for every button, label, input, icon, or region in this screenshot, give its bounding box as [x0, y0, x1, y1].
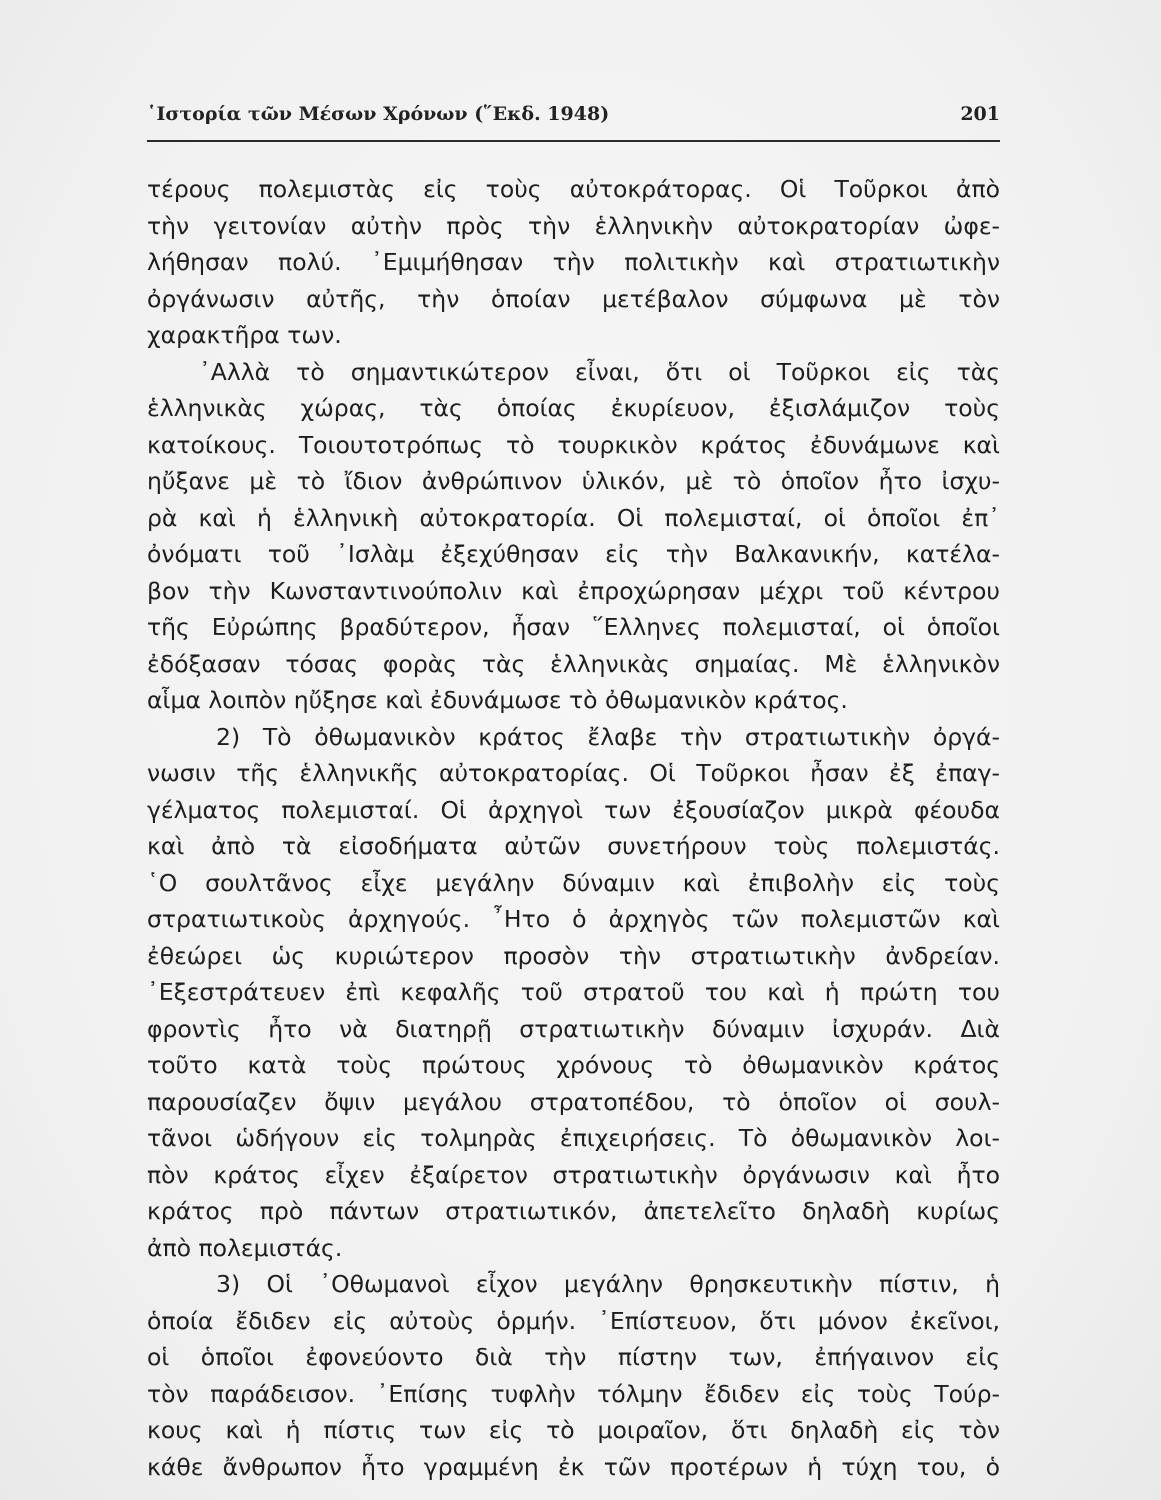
text-line: βον τὴν Κωνσταντινούπολιν καὶ ἐπροχώρησαν μέχρι τοῦ κέντρου [147, 576, 1000, 605]
text-line: τὴν γειτονίαν αὐτὴν πρὸς τὴν ἑλληνικὴν αὐτοκρατορίαν ὠφε- [147, 211, 1000, 240]
text-line: ῾Ο σουλτᾶνος εἶχε μεγάλην δύναμιν καὶ ἐπιβολὴν εἰς τοὺς [147, 868, 1000, 897]
text-line: τῆς Εὐρώπης βραδύτερον, ἦσαν ῞Ελληνες πολεμισταί, οἱ ὁποῖοι [147, 613, 1000, 641]
paragraph-start-line: 2) Τὸ ὀθωμανικὸν κράτος ἔλαβε τὴν στρατιωτικὴν ὀργά- [216, 722, 1000, 751]
text-line: ἐδόξασαν τόσας φορὰς τὰς ἑλληνικὰς σημαίας. Μὲ ἑλληνικὸν [147, 649, 1000, 678]
text-line: παρουσίαζεν ὄψιν μεγάλου στρατοπέδου, τὸ ὁποῖον οἱ σουλ- [147, 1087, 1000, 1116]
text-line: ἐθεώρει ὡς κυριώτερον προσὸν τὴν στρατιωτικὴν ἀνδρείαν. [147, 941, 1000, 970]
paragraph-start-line: ᾿Αλλὰ τὸ σημαντικώτερον εἶναι, ὅτι οἱ Τοῦρκοι εἰς τὰς [199, 357, 1000, 386]
text-line: κους καὶ ἡ πίστις των εἰς τὸ μοιραῖον, ὅτι δηλαδὴ εἰς τὸν [147, 1416, 1000, 1444]
text-line: ὀργάνωσιν αὐτῆς, τὴν ὁποίαν μετέβαλον σύμφωνα μὲ τὸν [147, 284, 1000, 313]
text-line: ὀνόματι τοῦ ᾿Ισλὰμ ἐξεχύθησαν εἰς τὴν Βαλκανικήν, κατέλα- [147, 540, 1000, 568]
text-line: τοῦτο κατὰ τοὺς πρώτους χρόνους τὸ ὀθωμανικὸν κράτος [147, 1051, 1000, 1079]
text-line: κράτος πρὸ πάντων στρατιωτικόν, ἀπετελεῖτο δηλαδὴ κυρίως [147, 1197, 1000, 1225]
text-line: ᾿Εξεστράτευεν ἐπὶ κεφαλῆς τοῦ στρατοῦ του καὶ ἡ πρώτη του [147, 978, 1000, 1006]
text-line: γέλματος πολεμισταί. Οἱ ἀρχηγοὶ των ἐξουσίαζον μικρὰ φέουδα [147, 795, 1000, 824]
text-line: πὸν κράτος εἶχεν ἐξαίρετον στρατιωτικὴν ὀργάνωσιν καὶ ἦτο [147, 1160, 1000, 1189]
text-line: ρὰ καὶ ἡ ἑλληνικὴ αὐτοκρατορία. Οἱ πολεμισταί, οἱ ὁποῖοι ἐπ᾿ [147, 503, 1000, 532]
text-line: τᾶνοι ὡδήγουν εἰς τολμηρὰς ἐπιχειρήσεις. Τὸ ὀθωμανικὸν λοι- [147, 1124, 1000, 1152]
text-line: στρατιωτικοὺς ἀρχηγούς. ῏Ητο ὁ ἀρχηγὸς τῶν πολεμιστῶν καὶ [147, 905, 1000, 933]
text-line: κατοίκους. Τοιουτοτρόπως τὸ τουρκικὸν κράτος ἐδυνάμωνε καὶ [147, 430, 1000, 459]
text-line: ἑλληνικὰς χώρας, τὰς ὁποίας ἐκυρίευον, ἐξισλάμιζον τοὺς [147, 394, 1000, 422]
text-line: νωσιν τῆς ἑλληνικῆς αὐτοκρατορίας. Οἱ Τοῦρκοι ἦσαν ἐξ ἐπαγ- [147, 759, 1000, 787]
text-line: λήθησαν πολύ. ᾿Εμιμήθησαν τὴν πολιτικὴν καὶ στρατιωτικὴν [147, 248, 1000, 276]
page-number: 201 [960, 103, 1000, 125]
header-rule [147, 140, 1000, 142]
text-line: οἱ ὁποῖοι ἐφονεύοντο διὰ τὴν πίστην των, ἐπήγαινον εἰς [147, 1343, 1000, 1371]
text-line: χαρακτῆρα των. [147, 321, 342, 349]
text-line: κάθε ἄνθρωπον ἦτο γραμμένη ἐκ τῶν προτέρων ἡ τύχη του, ὁ [147, 1452, 1000, 1481]
body-text [147, 171, 1000, 1485]
text-line: ηὔξανε μὲ τὸ ἴδιον ἀνθρώπινον ὑλικόν, μὲ τὸ ὁποῖον ἦτο ἰσχυ- [147, 467, 1000, 495]
text-line: τέρους πολεμιστὰς εἰς τοὺς αὐτοκράτορας. Οἱ Τοῦρκοι ἀπὸ [147, 175, 1000, 203]
running-header [147, 103, 1000, 133]
text-line: φροντὶς ἦτο νὰ διατηρῇ στρατιωτικὴν δύναμιν ἰσχυράν. Διὰ [147, 1014, 1000, 1043]
text-line: τὸν παράδεισον. ᾿Επίσης τυφλὴν τόλμην ἔδιδεν εἰς τοὺς Τούρ- [147, 1379, 1000, 1408]
text-line: καὶ ἀπὸ τὰ εἰσοδήματα αὐτῶν συνετήρουν τοὺς πολεμιστάς. [147, 832, 1000, 860]
running-title: ῾Ιστορία τῶν Μέσων Χρόνων (῞Εκδ. 1948) [147, 103, 610, 125]
text-line: ἀπὸ πολεμιστάς. [147, 1233, 343, 1262]
paragraph-start-line: 3) Οἱ ᾿Οθωμανοὶ εἶχον μεγάλην θρησκευτικὴν πίστιν, ἡ [216, 1270, 1000, 1298]
text-line: αἷμα λοιπὸν ηὔξησε καὶ ἐδυνάμωσε τὸ ὀθωμανικὸν κράτος. [147, 686, 848, 714]
text-line: ὁποία ἔδιδεν εἰς αὐτοὺς ὁρμήν. ᾿Επίστευον, ὅτι μόνον ἐκεῖνοι, [147, 1306, 1000, 1335]
